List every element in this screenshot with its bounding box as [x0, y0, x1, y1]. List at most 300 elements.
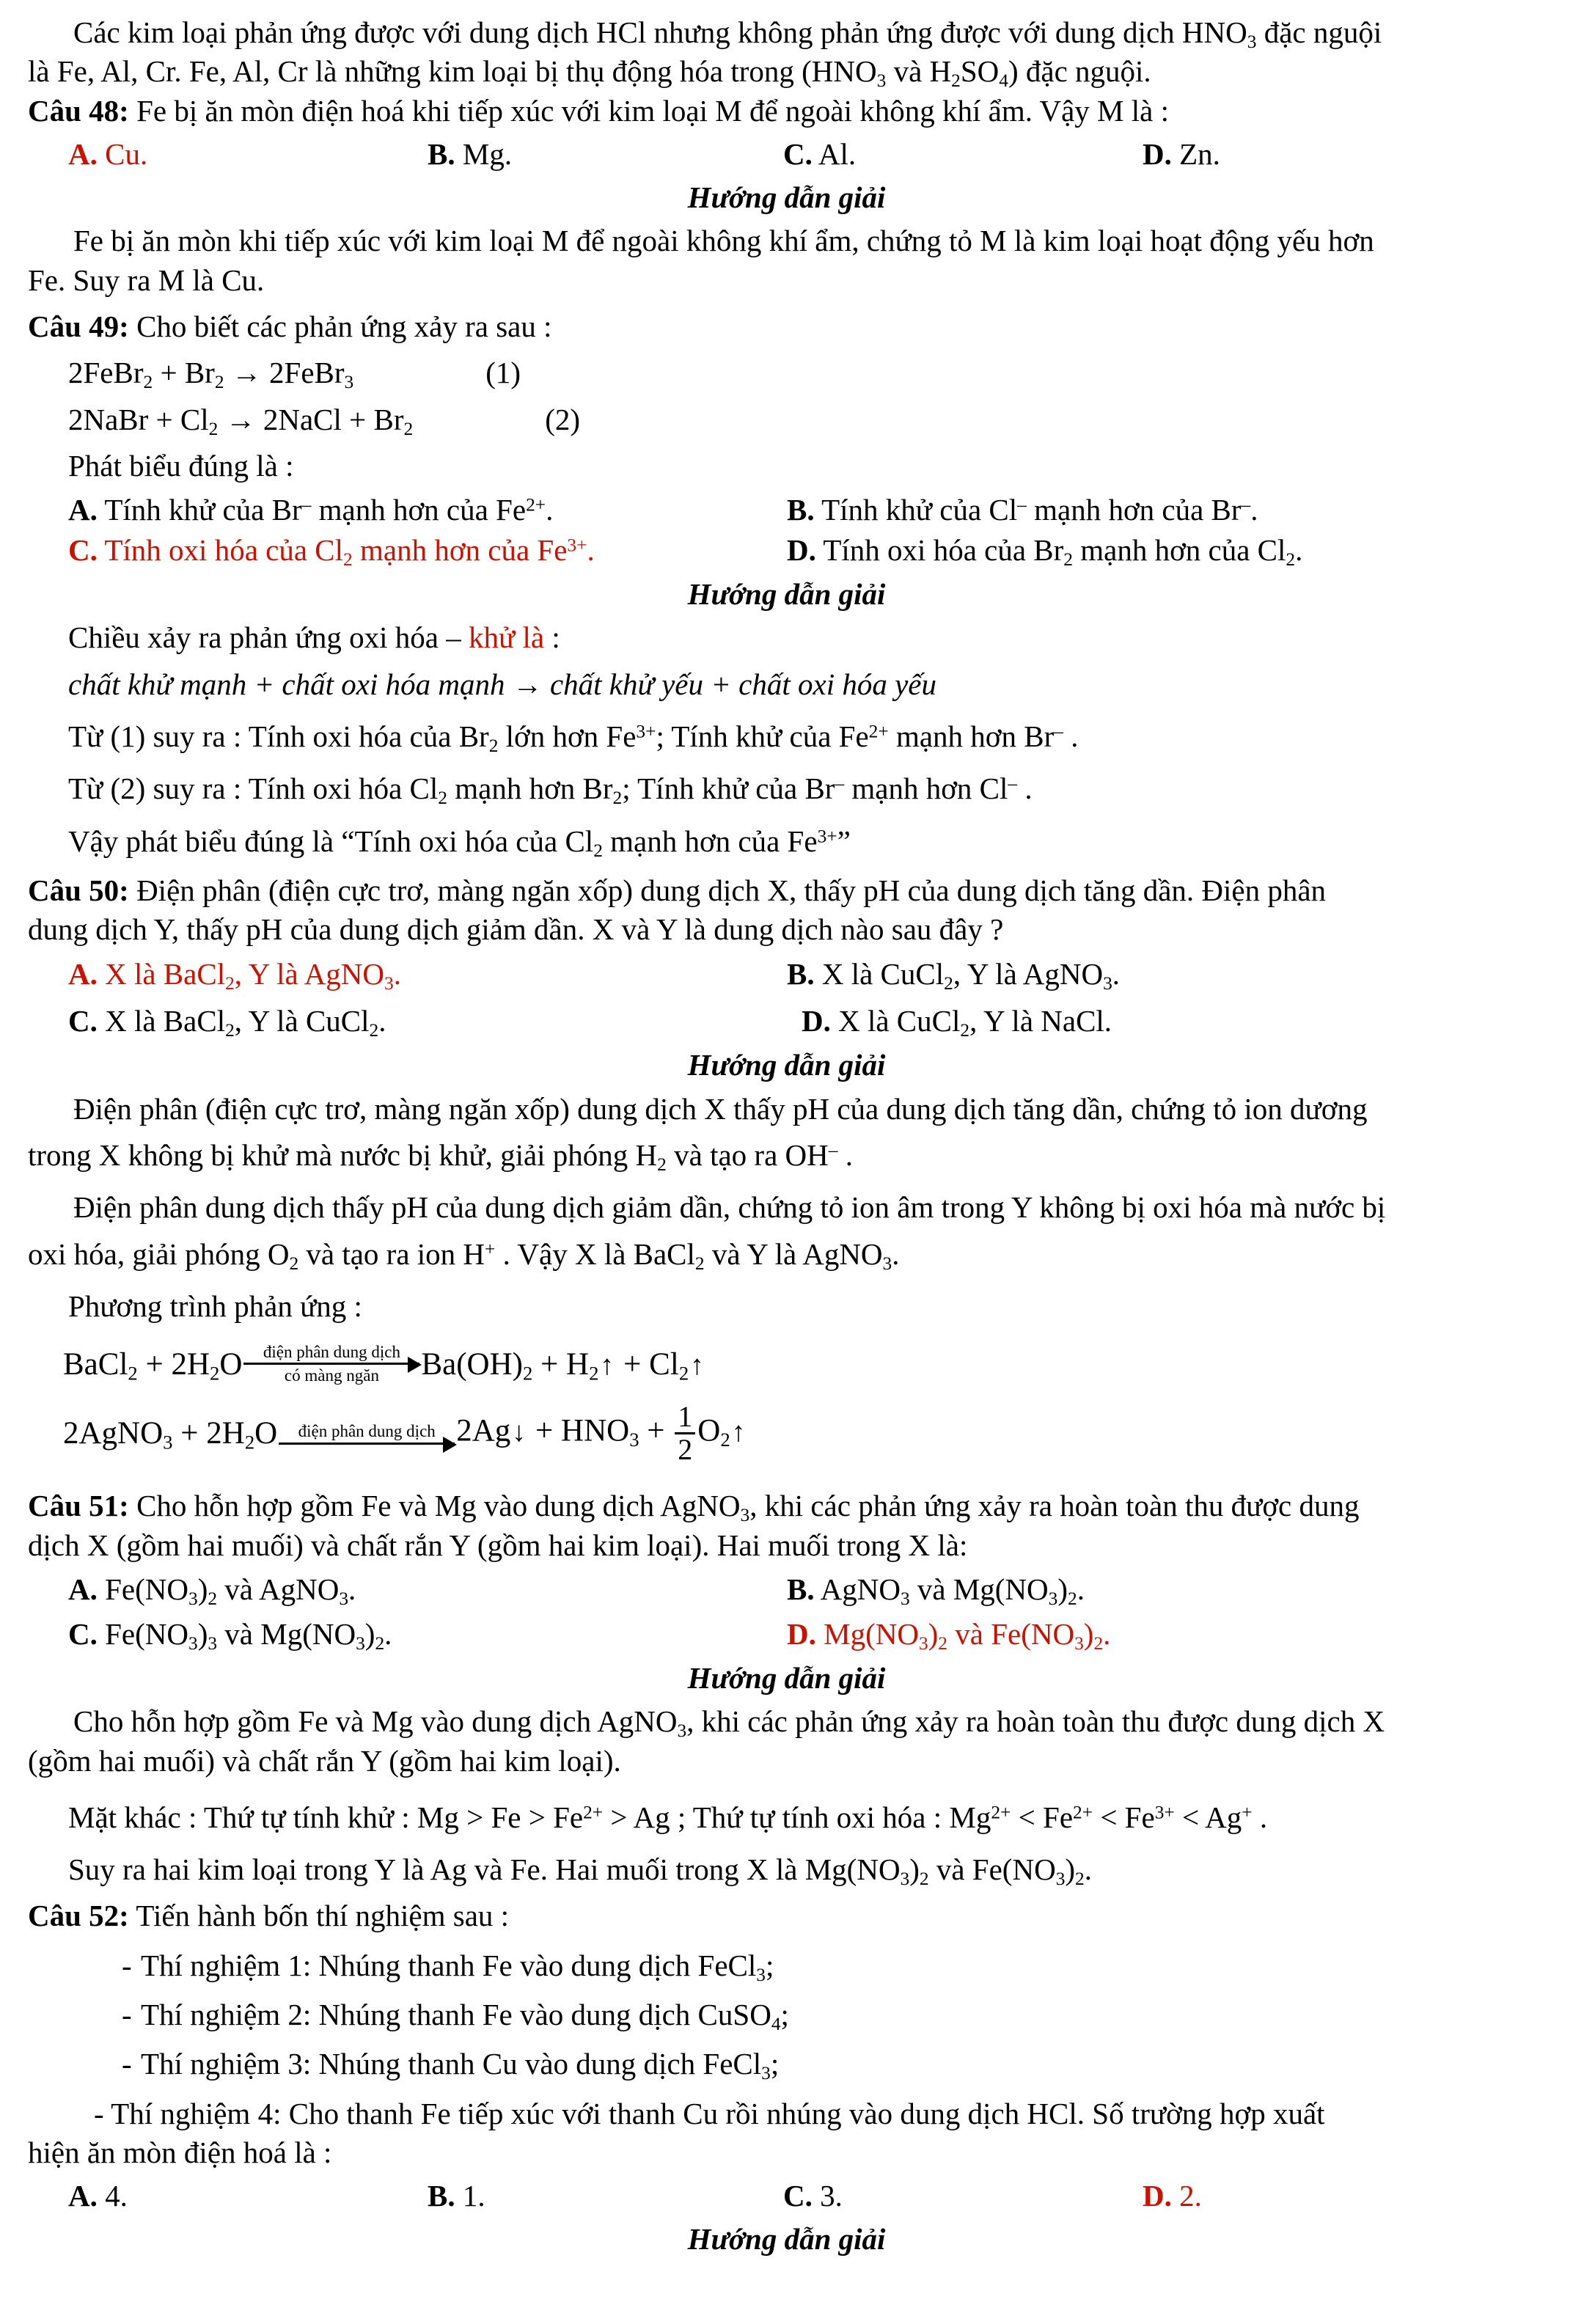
- o51d-s3: 3: [1074, 1633, 1084, 1654]
- s49l5-c: ”: [837, 824, 851, 858]
- exp2-sub: 4: [771, 2014, 781, 2035]
- s49l5-s2: 3+: [817, 825, 837, 846]
- option-49-a[interactable]: [68, 490, 787, 530]
- s50p2b-d: và Y là AgNO: [704, 1236, 883, 1271]
- intro-paragraph-line2: [28, 52, 1545, 91]
- question-51-stem-line1: [28, 1487, 1545, 1525]
- solution-51-line2: (gồm hai muối) và chất rắn Y (gồm hai kim loại).: [28, 1743, 621, 1778]
- experiment-item-1: [28, 1946, 1545, 1985]
- s50p1b-a: trong X không bị khử mà nước bị khử, giải phóng H: [28, 1137, 658, 1172]
- s50p2b-s2: +: [485, 1238, 496, 1259]
- exp2-end: ;: [780, 1998, 789, 2031]
- s49l3-s3: 2+: [868, 721, 889, 742]
- bullet-dash-icon: -: [122, 2047, 132, 2081]
- option-49-a-sup2: 2+: [526, 494, 546, 516]
- s49l3-s1: 2: [488, 736, 499, 757]
- fraction-denominator: 2: [675, 1432, 695, 1465]
- s51l4-a: Suy ra hai kim loại trong Y là Ag và Fe. Hai muối trong X là Mg(NO: [68, 1852, 901, 1887]
- o51a-a: Fe(NO: [105, 1572, 188, 1607]
- s49l4-s4: –: [1008, 773, 1018, 794]
- s51l3-a: Mặt khác : Thứ tự tính khử : Mg > Fe > Fe: [68, 1800, 584, 1834]
- option-52-a[interactable]: [68, 2177, 428, 2215]
- option-49-a-t3: .: [546, 493, 554, 527]
- bullet-dash-icon: -: [122, 1948, 132, 1982]
- s49l3-s4: –: [1054, 721, 1063, 742]
- o51c-d: ): [364, 1616, 375, 1651]
- question-48-text: Fe bị ăn mòn điện hoá khi tiếp xúc với kim loại M để ngoài không khí ẩm. Vậy M là :: [128, 93, 1169, 128]
- option-50-c-s2: 2: [369, 1020, 379, 1041]
- solution-50-ptpu: Phương trình phản ứng :: [68, 1289, 362, 1323]
- arrow-right-icon: [243, 1363, 419, 1365]
- rxn2-rs2: 2: [720, 1429, 730, 1451]
- option-50-a-key: A.: [68, 956, 98, 991]
- option-52-a-key: A.: [68, 2179, 98, 2213]
- option-52-c[interactable]: [783, 2177, 1143, 2215]
- s50p1b-s2: –: [828, 1140, 838, 1161]
- solution-heading-49: Hướng dẫn giải: [687, 577, 886, 612]
- option-49-d-key: D.: [787, 533, 816, 568]
- option-50-b[interactable]: [787, 954, 1545, 994]
- solution-heading-52: Hướng dẫn giải: [687, 2222, 886, 2257]
- solution-50-p2: Điện phân dung dịch thấy pH của dung dịch giảm dần, chứng tỏ ion âm trong Y không bị oxi hóa mà nước bị: [73, 1190, 1386, 1225]
- question-52-number: Câu 52:: [28, 1899, 129, 1933]
- arrow-right-icon: →: [225, 402, 256, 436]
- solution-49-line4: [28, 769, 1545, 808]
- option-51-d[interactable]: [787, 1614, 1545, 1654]
- question-52-stem: [28, 1896, 1545, 1935]
- s49l3-a: Từ (1) suy ra : Tính oxi hóa của Br: [68, 719, 489, 754]
- option-49-b-sup2: –: [1241, 494, 1251, 516]
- o51a-b: ): [197, 1572, 208, 1607]
- option-50-c-t1: X là BaCl: [105, 1004, 226, 1038]
- o51d-b: ): [928, 1616, 939, 1651]
- option-50-a-t1: X là BaCl: [105, 956, 226, 991]
- option-49-c[interactable]: [68, 530, 787, 571]
- rxn2-lc: O: [254, 1416, 278, 1451]
- option-50-a-t2: , Y là AgNO: [234, 956, 385, 991]
- question-50-text1: Điện phân (điện cực trơ, màng ngăn xốp) dung dịch X, thấy pH của dung dịch tăng dần. Điện phân: [128, 873, 1327, 907]
- question-49-text: Cho biết các phản ứng xảy ra sau :: [128, 309, 552, 344]
- option-48-d-key: D.: [1143, 136, 1172, 171]
- exp3-text: Thí nghiệm 3: Nhúng thanh Cu vào dung dịch FeCl: [141, 2047, 762, 2081]
- o51a-s2: 2: [208, 1588, 218, 1610]
- s51l1-s: 3: [677, 1720, 687, 1742]
- rxn1-la: BaCl: [63, 1346, 128, 1382]
- rxn1-rs3: 2: [678, 1362, 689, 1385]
- o51c-a: Fe(NO: [105, 1616, 188, 1651]
- bullet-dash-icon: -: [122, 1998, 132, 2031]
- experiment-item-4-line2: hiện ăn mòn điện hoá là :: [28, 2135, 332, 2169]
- reaction-equation-1: [28, 1344, 1545, 1385]
- arrow-right-icon: →: [231, 356, 262, 390]
- option-49-c-t1: Tính oxi hóa của Cl: [104, 533, 344, 568]
- question-48-stem: [28, 92, 1545, 131]
- solution-49-line1: [28, 618, 1545, 657]
- solution-heading-50: Hướng dẫn giải: [687, 1048, 886, 1082]
- s51l3-e: < Ag: [1174, 1800, 1242, 1834]
- option-48-b[interactable]: [428, 135, 783, 174]
- eq1-c: 2FeBr: [261, 356, 345, 390]
- arrow-up-gas-icon: ↑: [600, 1349, 615, 1381]
- o51b-s1: 3: [900, 1588, 910, 1610]
- o51a-c: và AgNO: [217, 1572, 340, 1607]
- question-51-stem-line2: dịch X (gồm hai muối) và chất rắn Y (gồm hai kim loại). Hai muối trong X là:: [28, 1528, 968, 1562]
- option-52-b-text: 1.: [462, 2179, 485, 2213]
- sol49-b: :: [544, 620, 560, 655]
- s51l3-s3: 2+: [1073, 1802, 1093, 1823]
- o51b-d: .: [1077, 1572, 1085, 1607]
- s49l3-b: lớn hơn Fe: [498, 719, 637, 754]
- exp1-text: Thí nghiệm 1: Nhúng thanh Fe vào dung dịch FeCl: [141, 1948, 757, 1982]
- option-52-c-text: 3.: [820, 2179, 843, 2213]
- sol49-dash: –: [446, 620, 469, 655]
- arrow-up-gas-icon: ↑: [690, 1349, 705, 1381]
- s51l4-s2: 2: [919, 1869, 929, 1890]
- option-49-a-t1: Tính khử của Br: [104, 493, 302, 527]
- question-49-stem: [28, 307, 1545, 346]
- solution-49-line5: [28, 822, 1545, 861]
- rxn1-rs2: 2: [589, 1362, 599, 1385]
- s51l4-b: ): [909, 1852, 920, 1887]
- s51l4-e: .: [1084, 1852, 1092, 1887]
- option-49-a-sup1: –: [301, 494, 312, 516]
- option-48-b-text: Mg.: [462, 136, 513, 171]
- option-49-d-t1: Tính oxi hóa của Br: [823, 533, 1064, 568]
- option-50-d-s1: 2: [960, 1020, 970, 1041]
- rxn2-la: 2AgNO: [63, 1416, 164, 1451]
- rxn2-rd: O: [697, 1413, 721, 1448]
- option-51-b[interactable]: [787, 1569, 1545, 1610]
- eq2-number: (2): [545, 402, 581, 436]
- option-50-b-t2: , Y là AgNO: [953, 956, 1104, 991]
- rxn1-condition-below: có màng ngăn: [284, 1366, 379, 1385]
- option-52-d[interactable]: [1143, 2177, 1545, 2215]
- option-52-c-key: C.: [783, 2179, 813, 2213]
- o51b-a: AgNO: [820, 1572, 901, 1607]
- rxn2-rc: +: [639, 1413, 673, 1448]
- s51l3-s4: 3+: [1154, 1802, 1175, 1823]
- s51l4-d: ): [1065, 1852, 1076, 1887]
- rxn2-right: [456, 1402, 747, 1465]
- option-52-b-key: B.: [428, 2179, 455, 2213]
- q51-a: Cho hỗn hợp gồm Fe và Mg vào dung dịch AgNO: [128, 1489, 741, 1523]
- option-50-b-key: B.: [787, 956, 815, 991]
- s50p2b-s1: 2: [289, 1253, 299, 1274]
- option-50-a-s1: 2: [225, 972, 235, 994]
- question-48-options: [28, 135, 1545, 174]
- option-50-b-t1: X là CuCl: [821, 956, 945, 991]
- experiment-item-2: [28, 1995, 1545, 2034]
- experiment-item-3: [28, 2045, 1545, 2083]
- s49l4-e: .: [1017, 771, 1033, 806]
- option-50-c[interactable]: [68, 1001, 802, 1041]
- option-52-a-text: 4.: [105, 2179, 128, 2213]
- o51a-s1: 3: [188, 1588, 198, 1610]
- o51c-s2: 3: [208, 1633, 218, 1654]
- o51c-s3: 3: [356, 1633, 365, 1654]
- intro2-c: SO: [960, 54, 1000, 89]
- solution-50-p1b: [28, 1136, 1545, 1175]
- option-50-b-s1: 2: [944, 972, 953, 994]
- s51l4-s3: 3: [1055, 1869, 1066, 1890]
- question-49-prompt: Phát biểu đúng là :: [68, 448, 294, 483]
- option-49-d[interactable]: [787, 530, 1545, 571]
- eq2-s2: 2: [403, 418, 414, 439]
- option-50-b-s2: 3: [1103, 972, 1112, 994]
- rxn2-left: [63, 1415, 278, 1454]
- s51l3-c: < Fe: [1011, 1800, 1074, 1834]
- option-50-d-t1: X là CuCl: [838, 1004, 961, 1038]
- rxn1-condition-above: điện phân dung dịch: [263, 1343, 401, 1362]
- equation-1: [28, 353, 1545, 392]
- option-50-a-s2: 3: [384, 972, 394, 994]
- question-50-stem-line1: [28, 871, 1545, 910]
- option-49-d-t2: mạnh hơn của Cl: [1073, 533, 1286, 568]
- s49l4-s1: 2: [438, 788, 447, 809]
- s50p1b-b: và tạo ra OH: [666, 1137, 829, 1172]
- s51l1-a: Cho hỗn hợp gồm Fe và Mg vào dung dịch AgNO: [73, 1704, 678, 1739]
- option-50-a-t3: .: [393, 956, 401, 991]
- o51d-a: Mg(NO: [824, 1616, 919, 1651]
- option-50-c-key: C.: [68, 1004, 98, 1038]
- option-48-c[interactable]: [783, 135, 1143, 174]
- option-50-c-t2: , Y là CuCl: [234, 1004, 370, 1038]
- solution-51-line1: [28, 1702, 1545, 1741]
- solution-48-line2: Fe. Suy ra M là Cu.: [28, 263, 265, 297]
- option-48-a-key: A.: [68, 136, 98, 171]
- equation-2: [28, 400, 1545, 439]
- s50p2b-s4: 3: [882, 1253, 892, 1274]
- option-48-a[interactable]: [68, 135, 428, 174]
- intro-sub-1: 3: [1247, 32, 1257, 53]
- intro-text-a: Các kim loại phản ứng được với dung dịch HCl nhưng không phản ứng được với dung dịch HNO: [73, 15, 1247, 49]
- option-52-d-key: D.: [1143, 2179, 1172, 2213]
- o51c-s4: 2: [375, 1633, 385, 1654]
- option-49-c-key: C.: [68, 533, 98, 568]
- rxn1-left: [63, 1346, 243, 1385]
- option-48-d-text: Zn.: [1179, 136, 1220, 171]
- s49l4-c: ; Tính khử của Br: [622, 771, 835, 806]
- intro2-s2: 2: [951, 70, 961, 92]
- s51l3-d: < Fe: [1093, 1800, 1155, 1834]
- q51-b: , khi các phản ứng xảy ra hoàn toàn thu được dung: [749, 1489, 1360, 1523]
- option-49-b-t2: mạnh hơn của Br: [1026, 493, 1242, 527]
- s49l3-e: .: [1063, 719, 1079, 754]
- s50p1b-s1: 2: [657, 1154, 667, 1176]
- o51b-s3: 2: [1068, 1588, 1077, 1610]
- arrow-down-precipitate-icon: ↓: [512, 1416, 527, 1448]
- o51c-s1: 3: [188, 1633, 198, 1654]
- s49l3-d: mạnh hơn Br: [888, 719, 1055, 754]
- option-52-b[interactable]: [428, 2177, 783, 2215]
- option-50-c-t3: .: [378, 1004, 386, 1038]
- s49l5-a: Vậy phát biểu đúng là “Tính oxi hóa của Cl: [68, 824, 594, 858]
- question-48-number: Câu 48:: [28, 93, 129, 128]
- solution-51-line3: [28, 1798, 1545, 1837]
- option-52-d-text: 2.: [1179, 2179, 1202, 2213]
- question-51-number: Câu 51:: [28, 1489, 129, 1523]
- option-49-d-sub2: 2: [1286, 549, 1296, 571]
- question-49-number: Câu 49:: [28, 309, 129, 344]
- o51d-e: .: [1103, 1616, 1111, 1651]
- option-50-d-t2: , Y là NaCl.: [969, 1004, 1112, 1038]
- option-49-b[interactable]: [787, 490, 1545, 530]
- s51l4-s1: 3: [900, 1869, 910, 1890]
- s49l5-b: mạnh hơn của Fe: [602, 824, 818, 858]
- question-52-options: [28, 2177, 1545, 2215]
- solution-50-p1: Điện phân (điện cực trơ, màng ngăn xốp) dung dịch X thấy pH của dung dịch tăng dần, chứng tỏ ion dương: [73, 1091, 1368, 1126]
- option-48-a-text: Cu.: [105, 136, 148, 171]
- s51l3-s2: 2+: [991, 1802, 1011, 1823]
- exp3-end: ;: [770, 2047, 780, 2081]
- rxn1-right: [421, 1346, 705, 1385]
- solution-48-line1: Fe bị ăn mòn khi tiếp xúc với kim loại M để ngoài không khí ẩm, chứng tỏ M là kim loại hoạt động yếu hơn: [73, 224, 1374, 258]
- fraction-one-half: [675, 1402, 695, 1465]
- reaction-equation-2: [28, 1402, 1545, 1465]
- eq1-s2: 2: [214, 372, 224, 393]
- option-50-b-t3: .: [1112, 956, 1121, 991]
- rxn1-rs1: 2: [522, 1362, 533, 1385]
- fraction-numerator: 1: [678, 1400, 693, 1434]
- solution-heading-48: Hướng dẫn giải: [687, 180, 886, 215]
- s49l4-s2: 2: [612, 788, 623, 809]
- arrow-up-gas-icon: ↑: [731, 1416, 746, 1448]
- option-51-a[interactable]: [68, 1569, 787, 1610]
- o51a-s3: 3: [339, 1588, 349, 1610]
- s49l4-a: Từ (2) suy ra : Tính oxi hóa Cl: [68, 771, 439, 806]
- option-48-b-key: B.: [428, 136, 455, 171]
- option-49-c-t2: mạnh hơn của Fe: [352, 533, 568, 568]
- question-51-options-row2: [28, 1614, 1545, 1654]
- o51b-c: ): [1057, 1572, 1068, 1607]
- intro-paragraph-line1: [28, 13, 1545, 52]
- intro2-d: ) đặc nguội.: [1008, 54, 1151, 89]
- exp1-sub: 3: [756, 1964, 766, 1985]
- s51l3-s1: 2+: [583, 1802, 604, 1823]
- s51l3-b: > Ag ; Thứ tự tính oxi hóa : Mg: [603, 1800, 991, 1834]
- rxn2-rb: + HNO: [527, 1413, 630, 1448]
- o51d-s2: 2: [938, 1633, 947, 1654]
- option-50-d-key: D.: [802, 1004, 831, 1038]
- o51d-d: ): [1083, 1616, 1094, 1651]
- question-49-options: [28, 490, 1545, 571]
- option-50-d[interactable]: [802, 1001, 1545, 1041]
- s51l3-f: .: [1252, 1800, 1268, 1834]
- option-49-a-t2: mạnh hơn của Fe: [311, 493, 527, 527]
- rxn1-ls2: 2: [210, 1362, 220, 1385]
- rxn2-condition-above: điện phân dung dịch: [298, 1422, 436, 1441]
- eq1-s1: 2: [143, 372, 153, 393]
- solution-heading-51: Hướng dẫn giải: [687, 1660, 886, 1695]
- rxn1-rb: + H: [532, 1346, 590, 1382]
- rxn2-lb: + 2H: [172, 1416, 245, 1451]
- o51b-s2: 3: [1048, 1588, 1058, 1610]
- eq1-a: 2FeBr: [68, 356, 144, 390]
- rxn1-lc: O: [219, 1346, 243, 1382]
- s50p2b-c: . Vậy X là BaCl: [495, 1236, 695, 1271]
- option-51-a-key: A.: [68, 1572, 98, 1607]
- option-49-c-sup2: 3+: [567, 535, 587, 556]
- o51b-b: và Mg(NO: [909, 1572, 1049, 1607]
- sol49-red: khử là: [469, 620, 545, 655]
- experiment-item-4-line1: - Thí nghiệm 4: Cho thanh Fe tiếp xúc với thanh Cu rồi nhúng vào dung dịch HCl. Số trường hợp xuất: [94, 2096, 1325, 2130]
- option-49-b-t3: .: [1250, 493, 1258, 527]
- o51a-d: .: [348, 1572, 356, 1607]
- solution-49-line3: [28, 717, 1545, 756]
- s49l4-d: mạnh hơn Cl: [844, 771, 1008, 806]
- eq2-a: 2NaBr + Cl: [68, 402, 209, 436]
- o51c-b: ): [197, 1616, 208, 1651]
- rxn1-rc: + Cl: [615, 1346, 679, 1382]
- question-50-options-row1: [28, 954, 1545, 994]
- intro-text-b: đặc nguội: [1256, 15, 1382, 49]
- rxn2-ra: 2Ag: [456, 1413, 511, 1448]
- rxn1-ra: Ba(OH): [421, 1346, 523, 1382]
- solution-49-line2: chất khử mạnh + chất oxi hóa mạnh → chất khử yếu + chất oxi hóa yếu: [68, 667, 936, 701]
- s50p2b-a: oxi hóa, giải phóng O: [28, 1236, 290, 1271]
- s51l4-c: và Fe(NO: [928, 1852, 1056, 1887]
- solution-50-p2b: [28, 1235, 1545, 1274]
- option-48-d[interactable]: [1143, 135, 1545, 174]
- s51l1-b: , khi các phản ứng xảy ra hoàn toàn thu được dung dịch X: [686, 1704, 1385, 1739]
- eq2-s1: 2: [208, 418, 219, 439]
- o51c-e: .: [384, 1616, 392, 1651]
- sol49-a: Chiều xảy ra phản ứng oxi hóa: [68, 620, 447, 655]
- s51l3-s5: +: [1242, 1802, 1253, 1823]
- o51d-c: và Fe(NO: [947, 1616, 1075, 1651]
- question-52-text: Tiến hành bốn thí nghiệm sau :: [128, 1899, 510, 1933]
- o51d-s1: 3: [918, 1633, 928, 1654]
- question-51-options-row1: [28, 1569, 1545, 1610]
- option-49-c-sub1: 2: [343, 549, 353, 571]
- eq1-s3: 3: [344, 372, 354, 393]
- s51l4-s4: 2: [1075, 1869, 1085, 1890]
- option-49-d-sub1: 2: [1063, 549, 1073, 571]
- option-49-b-key: B.: [787, 493, 815, 527]
- q51-s: 3: [740, 1505, 750, 1526]
- s50p2b-e: .: [892, 1236, 900, 1271]
- option-50-a[interactable]: [68, 954, 787, 994]
- rxn1-arrow-with-conditions: [243, 1344, 419, 1385]
- rxn2-rs1: 3: [629, 1429, 639, 1451]
- option-49-a-key: A.: [68, 493, 98, 527]
- arrow-right-icon: [279, 1443, 455, 1445]
- question-50-number: Câu 50:: [28, 873, 129, 907]
- exp2-text: Thí nghiệm 2: Nhúng thanh Fe vào dung dịch CuSO: [141, 1998, 771, 2031]
- exp3-sub: 3: [761, 2063, 771, 2084]
- solution-51-line4: [28, 1850, 1545, 1889]
- option-51-c[interactable]: [68, 1614, 787, 1654]
- rxn2-ls2: 2: [244, 1431, 255, 1454]
- rxn2-arrow-with-conditions: [279, 1423, 455, 1444]
- s49l3-c: ; Tính khử của Fe: [656, 719, 869, 754]
- o51d-s4: 2: [1093, 1633, 1104, 1654]
- option-49-d-t3: .: [1295, 533, 1303, 568]
- option-48-c-text: Al.: [818, 136, 857, 171]
- option-50-c-s1: 2: [225, 1020, 235, 1041]
- rxn2-ls1: 3: [163, 1431, 173, 1454]
- s49l4-b: mạnh hơn Br: [447, 771, 613, 806]
- option-51-b-key: B.: [787, 1572, 815, 1607]
- rxn1-lb: + 2H: [137, 1346, 210, 1382]
- intro2-a: là Fe, Al, Cr. Fe, Al, Cr là những kim loại bị thụ động hóa trong (HNO: [28, 54, 877, 89]
- eq1-b: + Br: [153, 356, 215, 390]
- question-50-stem-line2: dung dịch Y, thấy pH của dung dịch giảm dần. X và Y là dung dịch nào sau đây ?: [28, 912, 1004, 947]
- s50p2b-s3: 2: [694, 1253, 705, 1274]
- eq2-b: 2NaCl + Br: [255, 402, 404, 436]
- option-51-c-key: C.: [68, 1616, 98, 1651]
- s50p2b-b: và tạo ra ion H: [298, 1236, 485, 1271]
